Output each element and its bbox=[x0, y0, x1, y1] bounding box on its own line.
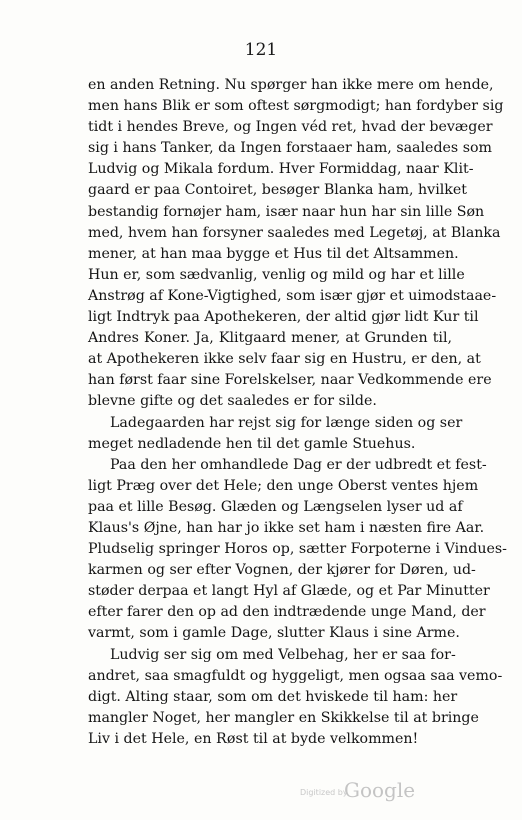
text-line: varmt, som i gamle Dage, slutter Klaus i sine Arme. bbox=[88, 625, 460, 642]
text-line: med, hvem han forsyner saaledes med Legetøj, at Blanka bbox=[88, 224, 501, 241]
text-line: gaard er paa Contoiret, besøger Blanka ham, hvilket bbox=[88, 182, 467, 199]
text-line: andret, saa smagfuldt og hyggeligt, men ogsaa saa vemo- bbox=[88, 667, 503, 684]
text-line: Hun er, som sædvanlig, venlig og mild og har et lille bbox=[88, 266, 465, 283]
text-line: karmen og ser efter Vognen, der kjører for Døren, ud- bbox=[88, 562, 476, 579]
text-line: bestandig fornøjer ham, især naar hun har sin lille Søn bbox=[88, 203, 485, 220]
text-line: Andres Koner. Ja, Klitgaard mener, at Grunden til, bbox=[88, 330, 452, 347]
text-line: mener, at han maa bygge et Hus til det Altsammen. bbox=[88, 245, 459, 262]
text-line: Liv i det Hele, en Røst til at byde velkommen! bbox=[88, 730, 419, 747]
text-line: Ladegaarden har rejst sig for længe siden og ser bbox=[110, 414, 463, 431]
text-line: tidt i hendes Breve, og Ingen véd ret, hvad der bevæger bbox=[88, 119, 493, 136]
text-line: Ludvig ser sig om med Velbehag, her er saa for- bbox=[110, 646, 456, 663]
text-line: Klaus's Øjne, han har jo ikke set ham i næsten fire Aar. bbox=[88, 519, 485, 536]
text-line: at Apothekeren ikke selv faar sig en Hustru, er den, at bbox=[88, 351, 481, 368]
text-line: sig i hans Tanker, da Ingen forstaaer ham, saaledes som bbox=[88, 140, 492, 157]
text-line: meget nedladende hen til det gamle Stuehus. bbox=[88, 435, 416, 452]
text-line: men hans Blik er som oftest sørgmodigt; han fordyber sig bbox=[88, 98, 504, 115]
text-line: ligt Indtryk paa Apothekeren, der altid gjør lidt Kur til bbox=[88, 309, 479, 326]
text-line: han først faar sine Forelskelser, naar Vedkommende ere bbox=[88, 372, 492, 389]
text-line: Ludvig og Mikala fordum. Hver Formiddag, naar Klit- bbox=[88, 161, 474, 178]
watermark-caption: Digitized by bbox=[300, 788, 348, 797]
digitization-watermark bbox=[300, 780, 500, 804]
text-line: Anstrøg af Kone-Vigtighed, som især gjør et uimodstaae- bbox=[88, 287, 497, 304]
text-line: blevne gifte og det saaledes er for silde. bbox=[88, 393, 377, 410]
google-logo: Google bbox=[344, 778, 416, 802]
text-line: efter farer den op ad den indtrædende unge Mand, der bbox=[88, 604, 486, 621]
page-number: 121 bbox=[244, 40, 278, 60]
body-text bbox=[88, 75, 507, 750]
text-line: en anden Retning. Nu spørger han ikke mere om hende, bbox=[88, 77, 494, 93]
text-line: paa et lille Besøg. Glæden og Længselen lyser ud af bbox=[88, 498, 463, 515]
text-line: Paa den her omhandlede Dag er der udbredt et fest- bbox=[110, 456, 487, 473]
text-line: ligt Præg over det Hele; den unge Oberst ventes hjem bbox=[88, 477, 479, 494]
text-line: mangler Noget, her mangler en Skikkelse til at bringe bbox=[88, 709, 479, 726]
text-line: digt. Alting staar, som om det hviskede til ham: her bbox=[88, 688, 458, 705]
text-line: støder derpaa et langt Hyl af Glæde, og et Par Minutter bbox=[88, 583, 490, 600]
text-line: Pludselig springer Horos op, sætter Forpoterne i Vindues- bbox=[88, 541, 507, 558]
